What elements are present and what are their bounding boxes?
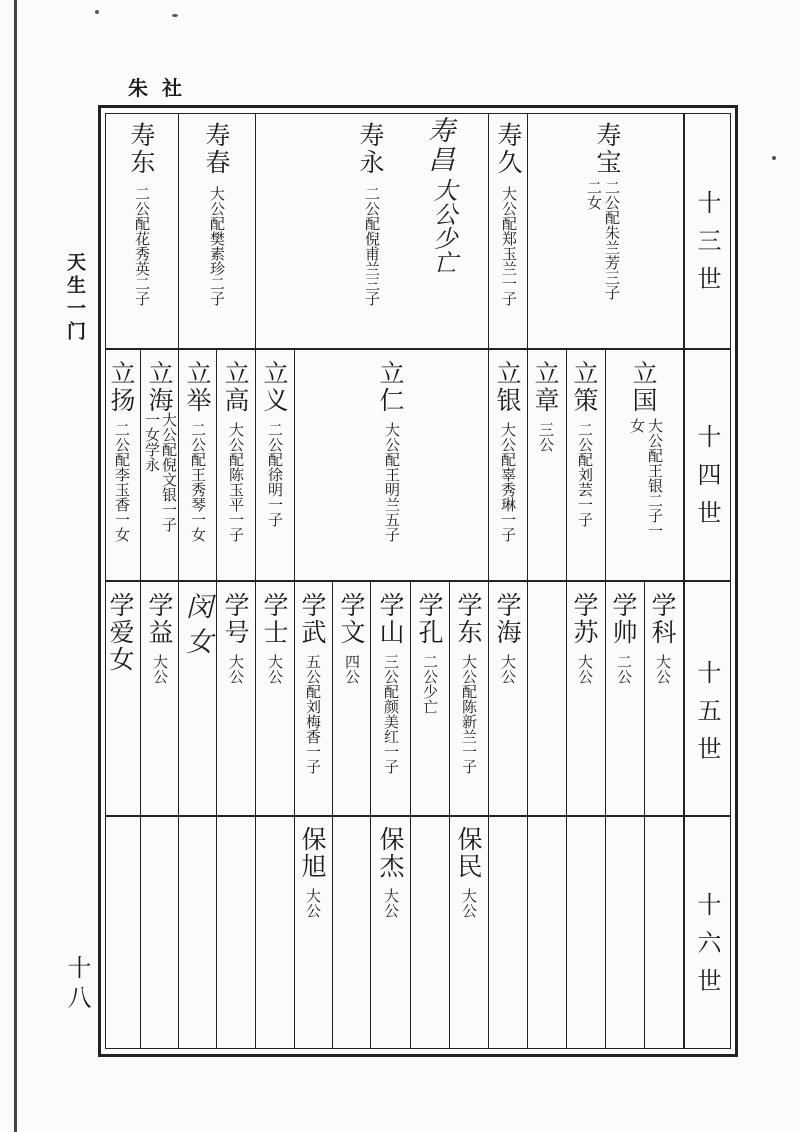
col-divider <box>527 349 528 581</box>
person-name: 寿宝 <box>593 122 622 176</box>
person-name: 学苏 <box>570 592 599 646</box>
col-divider <box>488 113 489 349</box>
col-divider <box>605 581 606 1049</box>
side-label: 天生一门 <box>64 252 86 344</box>
person-name: 保民 <box>454 826 483 880</box>
person-note: 大公配王银二子一 <box>646 418 664 538</box>
person-note: 二公配王秀琴一女 <box>189 422 207 542</box>
person-note: 二公配刘芸一子 <box>576 422 594 527</box>
person-name: 寿春 <box>202 122 231 176</box>
person-name: 立高 <box>221 360 250 414</box>
person-name: 立仁 <box>376 360 405 414</box>
person-name: 寿永 <box>356 122 385 176</box>
person-name: 学帅 <box>609 592 638 646</box>
person-name: 立举 <box>183 360 212 414</box>
col-divider <box>527 113 528 349</box>
person-name: 学山 <box>376 592 405 646</box>
person-note: 二公配李玉香一女 <box>113 422 131 542</box>
col-divider <box>178 349 179 581</box>
col-divider <box>566 581 567 1049</box>
person-name: 学士 <box>260 592 289 646</box>
person-note: 大公 <box>499 654 517 684</box>
page-number: 十八 <box>63 955 91 1015</box>
person-note: 大公 <box>304 888 322 918</box>
person-note: 大公配樊素珍二子 <box>208 186 226 306</box>
person-note: 大公 <box>382 888 400 918</box>
person-name: 立扬 <box>107 360 136 414</box>
person-note: 大公 <box>266 654 284 684</box>
person-note: 大公配郑玉兰一子 <box>500 186 518 306</box>
person-note: 女 <box>628 418 646 433</box>
col-divider <box>332 581 333 1049</box>
surname-branch-label: 朱社 <box>128 76 196 100</box>
person-note: 大公配陈新兰一子 <box>460 654 478 774</box>
person-name: 立海 <box>145 360 174 414</box>
person-name: 寿东 <box>127 122 156 176</box>
generation-label-16: 十六世 <box>693 892 721 1006</box>
person-name: 保旭 <box>298 826 327 880</box>
binding-line <box>14 0 17 1132</box>
col-divider <box>644 581 645 1049</box>
person-name: 学东 <box>454 592 483 646</box>
person-note: 五公配刘梅香一子 <box>304 654 322 774</box>
col-divider <box>140 349 141 581</box>
person-note: 二公少亡 <box>421 654 439 714</box>
person-name-handwritten: 闵女 <box>181 592 212 662</box>
person-name: 学科 <box>648 592 677 646</box>
generation-label-14: 十四世 <box>693 424 721 538</box>
person-note: 大公配辜秀琳一子 <box>499 422 517 542</box>
person-note: 二公配倪甫兰三子 <box>363 186 381 306</box>
scan-speck <box>95 10 99 14</box>
person-note: 一女学永 <box>143 412 161 472</box>
person-note: 大公 <box>576 654 594 684</box>
person-note: 二公配花秀英二子 <box>133 186 151 306</box>
col-divider <box>488 349 489 581</box>
person-name: 立国 <box>629 360 658 414</box>
col-divider <box>605 349 606 581</box>
col-divider <box>216 581 217 1049</box>
col-divider <box>178 113 179 349</box>
col-divider <box>255 349 256 581</box>
person-note: 三公配颜美红一子 <box>382 654 400 774</box>
col-divider <box>449 581 450 1049</box>
person-name: 立银 <box>493 360 522 414</box>
person-name: 学益 <box>145 592 174 646</box>
person-name-handwritten: 学爱女 <box>106 592 135 673</box>
person-name: 学武 <box>298 592 327 646</box>
person-note-handwritten: 大公少亡 <box>429 178 457 274</box>
person-note: 大公 <box>227 654 245 684</box>
person-name: 立章 <box>531 360 560 414</box>
generation-label-15: 十五世 <box>693 660 721 774</box>
person-name: 学号 <box>221 592 250 646</box>
person-name: 寿久 <box>494 122 523 176</box>
col-divider <box>294 349 295 581</box>
person-note: 大公 <box>151 654 169 684</box>
person-note: 三公 <box>537 422 555 452</box>
person-name: 立义 <box>260 360 289 414</box>
person-name: 学海 <box>493 592 522 646</box>
person-note: 二女 <box>585 180 603 210</box>
person-name: 保杰 <box>376 826 405 880</box>
person-note: 大公配王明兰五子 <box>383 422 401 542</box>
col-divider <box>566 349 567 581</box>
col-divider <box>294 581 295 1049</box>
row-divider <box>105 815 731 817</box>
col-divider <box>216 349 217 581</box>
person-name: 学孔 <box>415 592 444 646</box>
col-divider <box>178 581 179 1049</box>
scan-speck <box>772 156 776 160</box>
col-divider <box>488 581 489 1049</box>
person-name-handwritten: 寿昌 <box>423 116 454 174</box>
person-note: 大公配倪文银一子 <box>160 412 178 532</box>
person-note: 大公配陈玉平一子 <box>227 422 245 542</box>
person-name: 学文 <box>337 592 366 646</box>
col-divider <box>140 581 141 1049</box>
person-note: 二公配徐明一子 <box>266 422 284 527</box>
person-note: 二公 <box>615 654 633 684</box>
row-divider <box>105 580 731 582</box>
person-note: 大公 <box>654 654 672 684</box>
scan-speck <box>172 14 178 17</box>
generation-label-13: 十三世 <box>693 190 721 304</box>
col-divider <box>410 581 411 1049</box>
col-divider <box>255 113 256 349</box>
col-divider <box>370 581 371 1049</box>
col-divider <box>255 581 256 1049</box>
person-note: 四公 <box>343 654 361 684</box>
col-divider <box>527 581 528 1049</box>
person-note: 大公 <box>460 888 478 918</box>
person-name: 立策 <box>570 360 599 414</box>
person-note: 二公配朱兰芳三子 <box>603 180 621 300</box>
row-divider <box>105 348 731 350</box>
